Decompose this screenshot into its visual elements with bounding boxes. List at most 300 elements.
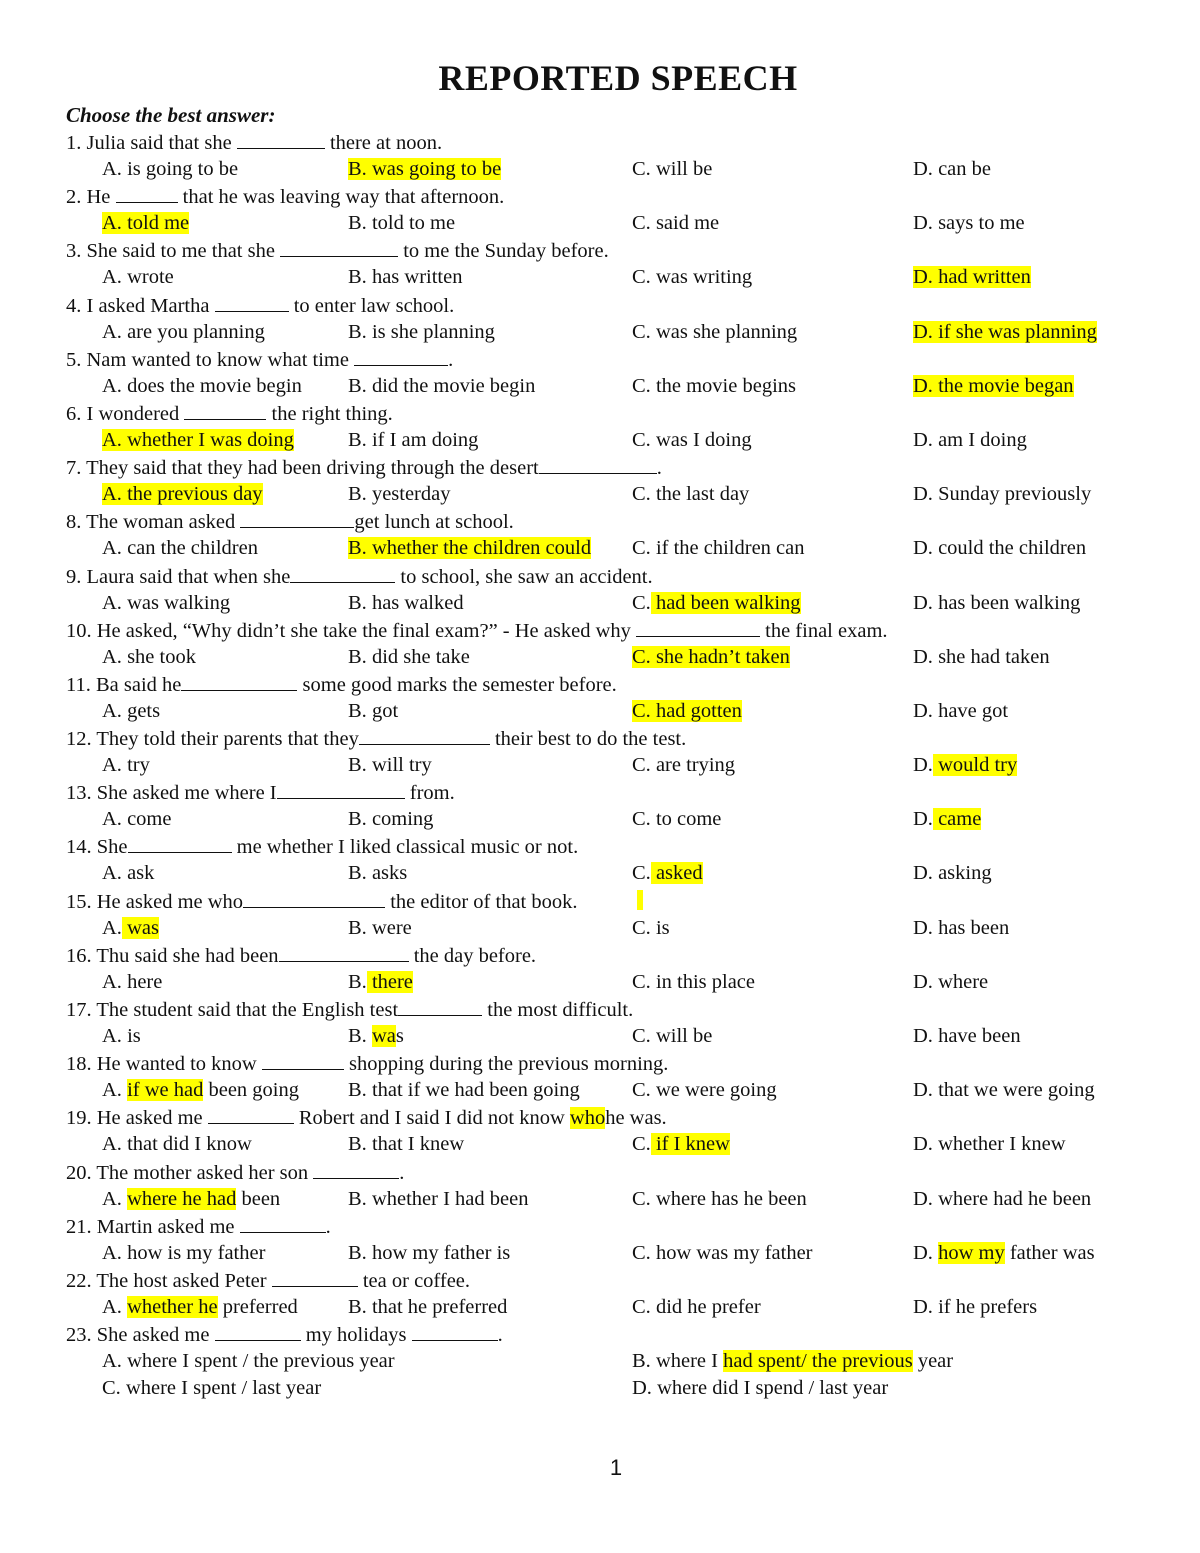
option-b [348,210,455,237]
option-text: come [127,808,172,831]
stem-text: to school, she saw an accident. [395,565,653,588]
option-letter: D. [913,645,939,668]
option-text: whether the children could [371,537,592,560]
option-d [913,535,1086,562]
option-text: has been walking [938,591,1081,614]
option-text: year [912,1350,954,1373]
option-text: were [371,916,412,939]
option-text: if he prefers [938,1295,1038,1318]
stem-text: 13. She asked me where I [66,782,277,805]
option-d [913,1131,1066,1158]
option-letter: B. [348,158,372,180]
option-a [102,156,238,183]
question-stem [66,1213,331,1240]
option-letter: B. [348,1133,372,1156]
option-text: how my father is [371,1241,511,1264]
answer-blank [279,942,409,962]
option-letter: B. [348,1025,372,1047]
option-text: whether I was doing [127,428,294,451]
option-letter: D. [913,699,939,722]
option-letter: B. [348,266,372,289]
option-letter: C. [632,537,656,560]
stem-text: shopping during the previous morning. [343,1053,669,1076]
stem-text: 11. Ba said he [66,673,182,696]
option-letter: A. [102,1079,128,1102]
stem-text: 1. Julia said that she [66,132,237,154]
stem-text: . [656,457,662,480]
option-text: yesterday [371,483,451,506]
option-c [632,1077,777,1104]
option-text: have been [938,1025,1021,1047]
option-text: has been [938,916,1010,939]
option-a [102,915,159,942]
option-text: whether I knew [938,1133,1066,1156]
option-letter: A. [102,699,128,722]
option-text: that we were going [938,1079,1095,1102]
stem-text: 6. I wondered [66,402,185,425]
answer-blank [354,346,448,366]
question-13 [0,779,1200,833]
option-a [102,319,265,346]
question-stem [66,833,578,860]
question-stem [66,129,442,156]
option-a [102,1186,280,1213]
question-1 [0,129,1200,183]
option-letter: A. [102,428,128,451]
option-letter: C. [102,1377,126,1400]
answer-blank [277,779,405,799]
highlighted-answer: was [121,916,159,939]
option-text: if she was planning [938,320,1097,343]
option-c [632,1294,761,1321]
option-b [348,1023,404,1050]
option-d [913,969,988,996]
option-d [913,319,1097,346]
option-text: where I [655,1350,724,1373]
option-text: where I spent / the previous year [127,1350,395,1373]
option-c [632,1240,813,1267]
option-d [913,806,981,833]
option-letter: D. [913,808,933,831]
option-letter: D. [913,1025,939,1047]
stem-text: some good marks the semester before. [297,673,617,696]
option-text: ask [127,862,155,885]
option-c [632,969,755,996]
option-text: here [127,970,163,993]
stem-text: 23. She asked me [66,1324,215,1347]
question-16 [0,942,1200,996]
option-d [913,644,1050,671]
option-b [348,535,591,562]
option-letter: A. [102,645,128,668]
option-text: Sunday previously [938,483,1092,506]
option-b [632,1348,953,1375]
question-15 [0,888,1200,942]
option-a [102,264,174,291]
option-letter: D. [913,1079,939,1102]
stem-text: me whether I liked classical music or not. [231,836,579,859]
option-text: if the children can [655,537,805,560]
option-text: gets [127,699,161,722]
option-letter: A. [102,916,122,939]
option-a [102,210,189,237]
question-stem [66,346,453,373]
option-letter: D. [913,320,939,343]
option-letter: A. [102,1025,128,1047]
option-text: will try [371,754,432,777]
option-text: am I doing [938,428,1027,451]
option-text: is [655,916,670,939]
question-3 [0,237,1200,291]
highlighted-word: who [569,1107,606,1130]
option-text: been going [203,1079,299,1102]
option-c [632,427,752,454]
option-letter: D. [913,1187,939,1210]
stem-text: 22. The host asked Peter [66,1269,272,1292]
option-letter: C. [632,158,656,180]
option-letter: D. [913,158,939,180]
answer-blank [240,508,354,528]
option-letter: C. [632,212,656,235]
option-c [102,1375,321,1402]
stem-text: 21. Martin asked me [66,1215,240,1238]
option-a [102,1077,299,1104]
stem-text: the day before. [408,944,537,967]
option-b [348,1077,580,1104]
option-letter: B. [348,808,372,831]
instruction: Choose the best answer: [66,103,276,127]
option-letter: A. [102,212,128,235]
highlighted-answer [913,321,1097,343]
answer-blank [208,1104,294,1124]
question-stem [66,1104,667,1131]
question-21 [0,1213,1200,1267]
option-letter: D. [913,483,939,506]
question-stem [66,1050,668,1077]
stem-text: the final exam. [760,619,888,642]
option-a [102,806,171,833]
answer-blank [237,129,325,149]
question-8 [0,508,1200,562]
option-letter: C. [632,266,656,289]
option-text: will be [655,1025,713,1047]
option-text: wrote [127,266,174,289]
option-text: the last day [655,483,750,506]
option-c [632,156,712,183]
option-c [632,698,742,725]
option-text: how was my father [655,1241,813,1264]
option-letter: A. [102,1295,128,1318]
option-c [632,806,721,833]
option-text: is [127,1025,141,1047]
option-a [102,969,162,996]
stem-text: . [448,348,454,371]
option-letter: C. [632,808,656,831]
option-text: how is my father [127,1241,266,1264]
highlighted-answer [913,375,1074,397]
option-text: can the children [127,537,258,560]
option-letter: B. [348,428,372,451]
option-text: said me [655,212,720,235]
option-c [632,752,735,779]
option-text: was I doing [655,428,752,451]
question-stem [66,671,617,698]
option-letter: C. [632,483,656,506]
option-letter: A. [102,1133,128,1156]
option-text: are trying [655,754,736,777]
option-text: was walking [127,591,231,614]
option-letter: C. [632,754,656,777]
stem-text: 9. Laura said that when she [66,565,291,588]
option-text: she hadn’t taken [655,645,790,668]
option-letter: A. [102,266,128,289]
option-letter: D. [913,428,939,451]
option-letter: C. [632,1025,656,1047]
answer-blank [215,1321,301,1341]
option-text: that did I know [127,1133,252,1156]
question-stem [66,996,633,1023]
question-stem [66,617,888,644]
option-a [102,373,302,400]
option-letter: D. [913,266,939,289]
option-letter: C. [632,320,656,343]
stem-text: the editor of that book. [385,890,578,913]
option-letter: B. [348,1079,372,1102]
page-title: REPORTED SPEECH [438,58,798,98]
option-letter: B. [348,1241,372,1264]
option-text: is she planning [371,320,495,343]
option-a [102,481,263,508]
option-text: where [938,970,989,993]
answer-blank [313,1159,399,1179]
highlighted-answer: how my [938,1241,1005,1264]
option-c [632,915,670,942]
option-b [348,481,450,508]
highlighted-answer [102,212,189,234]
stem-text: 3. She said to me that she [66,240,281,263]
option-b [348,156,501,183]
option-letter: A. [102,754,128,777]
option-d [913,156,991,183]
option-letter: A. [102,1187,128,1210]
answer-blank [272,1267,358,1287]
option-letter: B. [632,1350,656,1373]
question-9 [0,563,1200,617]
question-6 [0,400,1200,454]
option-letter: B. [348,212,372,235]
option-text: is going to be [127,158,239,180]
option-a [102,860,154,887]
highlighted-answer: wa [371,1025,396,1047]
option-letter: C. [632,1133,651,1156]
option-b [348,752,432,779]
question-stem [66,563,653,590]
highlighted-answer [348,537,591,559]
answer-blank [280,237,398,257]
option-letter: D. [913,537,939,560]
option-a [102,698,160,725]
answer-blank [181,671,297,691]
stem-text: 20. The mother asked her son [66,1161,314,1184]
option-letter: B. [348,970,367,993]
option-c [632,1023,712,1050]
stem-text: from. [404,782,455,805]
option-text: coming [371,808,434,831]
option-text: told to me [371,212,456,235]
option-c [632,860,703,887]
option-letter: A. [102,862,128,885]
option-letter: A. [102,1241,128,1264]
option-text: where has he been [655,1187,807,1210]
option-d [913,264,1031,291]
question-20 [0,1159,1200,1213]
option-text: have got [938,699,1009,722]
option-d [913,481,1091,508]
option-text: that he preferred [371,1295,508,1318]
option-letter: C. [632,699,656,722]
option-text: the previous day [127,483,263,506]
option-a [102,1240,265,1267]
option-d [913,860,992,887]
option-text: try [127,754,150,777]
option-letter: A. [102,591,128,614]
option-a [102,1294,298,1321]
option-c [632,535,805,562]
option-text: father was [1004,1241,1095,1264]
option-letter: B. [348,754,372,777]
stem-text: 16. Thu said she had been [66,944,279,967]
question-stem [66,183,504,210]
option-b [348,698,398,725]
option-b [348,590,464,617]
stem-text: their best to do the test. [489,728,687,751]
option-text: does the movie begin [127,374,302,397]
option-c [632,319,797,346]
option-letter: D. [913,1133,939,1156]
question-7 [0,454,1200,508]
highlighted-answer: came [932,808,982,831]
option-a [102,535,258,562]
stem-text: 15. He asked me who [66,890,244,913]
option-letter: C. [632,1187,656,1210]
stem-text: . [497,1324,503,1347]
option-b [348,373,535,400]
option-c [632,264,752,291]
option-text: got [371,699,399,722]
option-letter: C. [632,645,656,668]
option-letter: B. [348,1295,372,1318]
stem-text: tea or coffee. [357,1269,471,1292]
highlighted-answer: whether he [127,1295,218,1318]
option-letter: D. [913,374,939,397]
option-c [632,481,749,508]
question-stem [66,725,686,752]
option-text: where had he been [938,1187,1092,1210]
option-letter: A. [102,808,128,831]
option-letter: D. [913,591,939,614]
option-text: did he prefer [655,1295,761,1318]
answer-blank [215,292,289,312]
option-c [632,1186,807,1213]
stem-text: 19. He asked me [66,1107,208,1130]
stem-text: that he was leaving way that afternoon. [177,186,505,209]
option-d [913,1023,1021,1050]
option-b [348,1294,507,1321]
highlighted-answer [102,429,294,451]
option-text: will be [655,158,713,180]
answer-blank [636,617,760,637]
option-d [913,915,1009,942]
option-text: had gotten [655,699,742,722]
option-text: told me [127,212,190,235]
option-text: are you planning [127,320,265,343]
option-text: asking [938,862,992,885]
option-text: that I knew [371,1133,465,1156]
option-letter: A. [102,1350,128,1373]
option-letter: D. [913,1241,939,1264]
option-b [348,1186,528,1213]
option-text: been [236,1187,281,1210]
option-text: can be [938,158,991,180]
stem-text: there at noon. [324,132,443,154]
option-d [913,590,1080,617]
stem-text: 5. Nam wanted to know what time [66,348,355,371]
option-text: to come [655,808,722,831]
page-number: 1 [609,1455,623,1480]
question-2 [0,183,1200,237]
highlighted-answer: there [366,970,413,993]
question-stem [66,888,578,915]
option-letter: D. [913,916,939,939]
option-letter: C. [632,1079,656,1102]
option-letter: B. [348,645,372,668]
answer-blank [184,400,266,420]
option-text: s [395,1025,404,1047]
option-letter: C. [632,374,656,397]
question-stem [66,779,455,806]
option-letter: C. [632,1241,656,1264]
option-a [102,1023,141,1050]
option-b [348,427,478,454]
stem-text: get lunch at school. [354,511,514,534]
option-d [913,698,1008,725]
stem-text: 17. The student said that the English test [66,999,399,1021]
option-text: has written [371,266,463,289]
answer-blank [539,454,657,474]
option-letter: A. [102,537,128,560]
question-12 [0,725,1200,779]
stem-text: the most difficult. [482,999,634,1021]
question-17 [0,996,1200,1050]
highlighted-answer [102,483,263,505]
option-d [913,1240,1095,1267]
option-d [913,752,1017,779]
stem-text: 4. I asked Martha [66,294,215,317]
option-b [348,860,407,887]
option-d [913,373,1074,400]
option-c [632,644,790,671]
highlight-mark [637,890,643,910]
option-text: preferred [217,1295,298,1318]
answer-blank [240,1213,326,1233]
highlighted-answer: had been walking [650,591,801,614]
option-letter: B. [348,591,372,614]
highlighted-answer [632,646,790,668]
highlighted-answer: if we had [127,1079,204,1102]
option-b [348,806,433,833]
option-text: if I am doing [371,428,479,451]
option-text: was going to be [371,158,502,180]
